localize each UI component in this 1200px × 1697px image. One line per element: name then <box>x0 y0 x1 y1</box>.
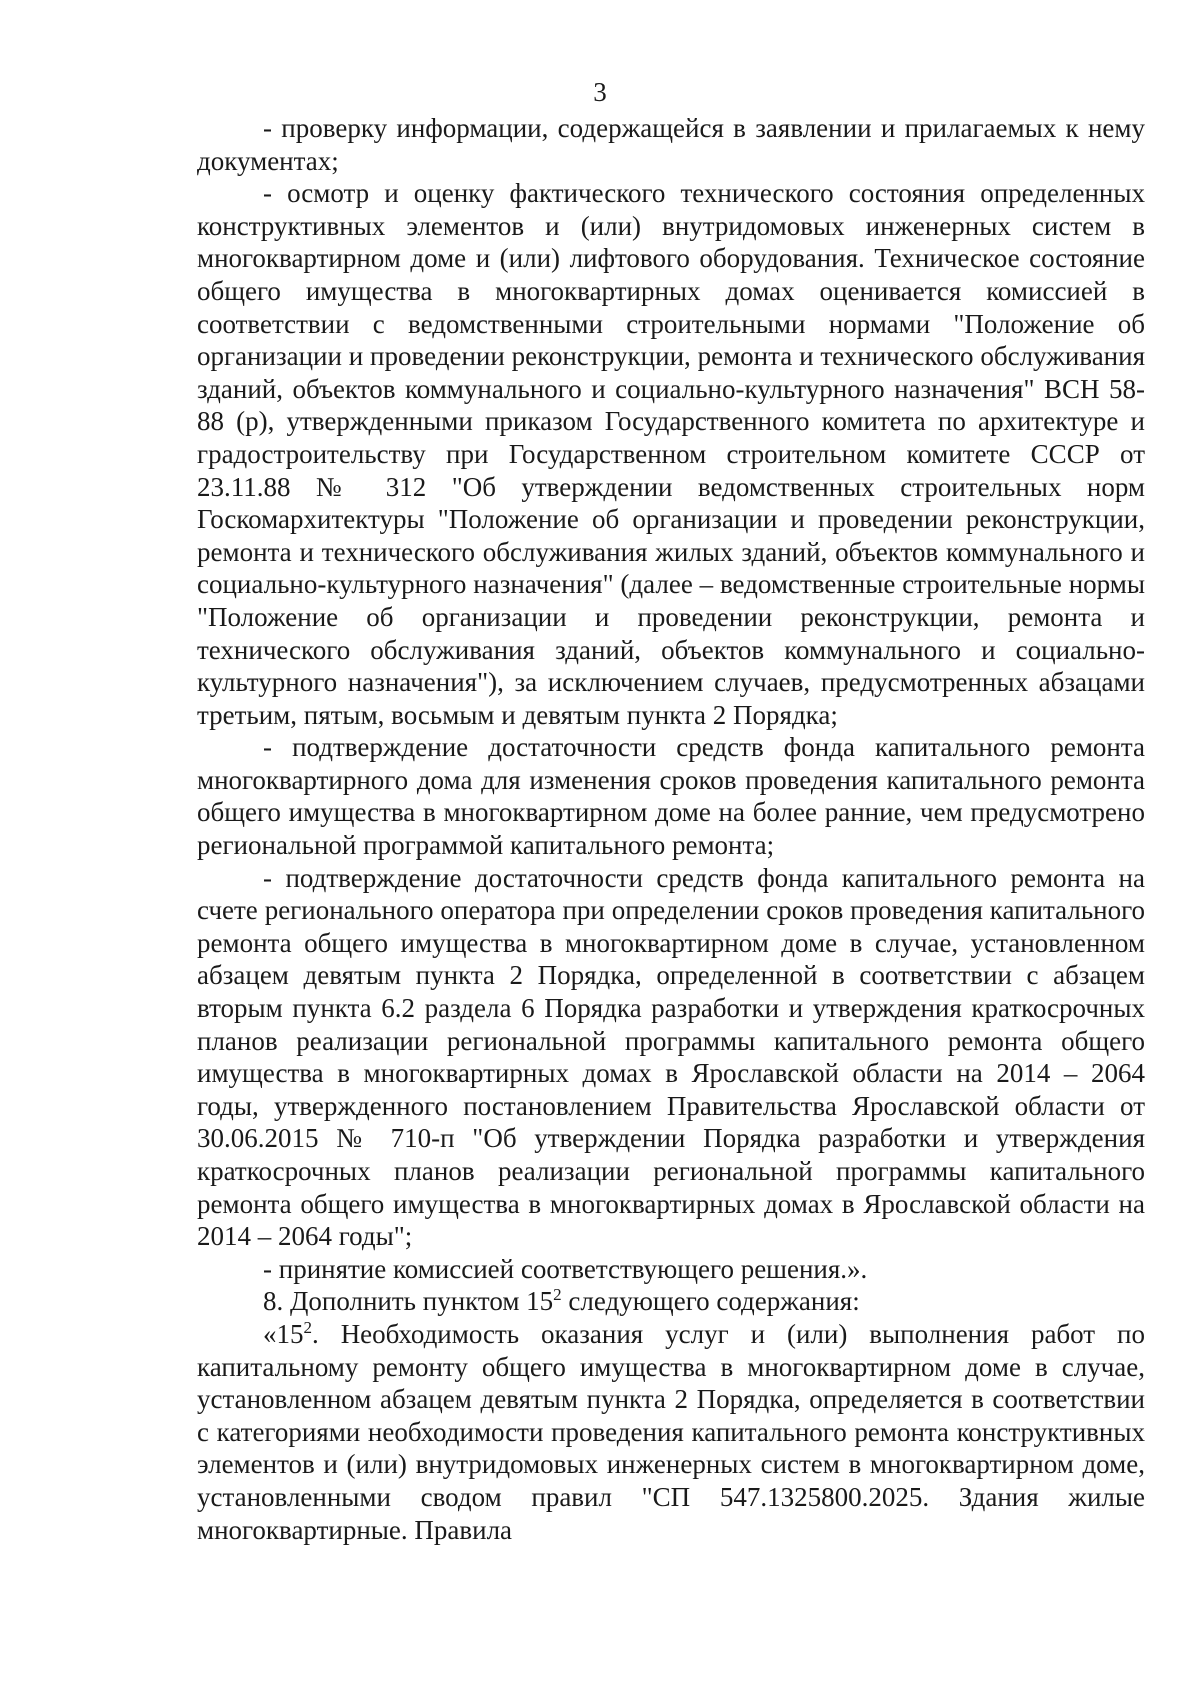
quote-superscript: 2 <box>303 1317 312 1337</box>
paragraph-info-check: - проверку информации, содержащейся в заявлении и прилагаемых к нему документах; <box>197 113 1145 176</box>
paragraph-inspection: - осмотр и оценку фактического технического состояния определенных конструктивных элементов и (или) внутридомовых инженерных систем в многоквартирном доме и (или) лифтового оборудования. Техническое состояние общего имущества в многоквартирных домах оценивается комиссией в соответствии с ведомственными строительными нормами "Положение об организации и проведении реконструкции, ремонта и технического обслуживания зданий, объектов коммунального и социально-культурного назначения" ВСН 58-88 (р), утвержденными приказом Государственного комитета по архитектуре и градостроительству при Государственном строительном комитете СССР от 23.11.88 № 312 "Об утверждении ведомственных строительных норм Госкомархитектуры "Положение об организации и проведении реконструкции, ремонта и технического обслуживания жилых зданий, объектов коммунального и социально-культурного назначения" (далее – ведомственные строительные нормы "Положение об организации и проведении реконструкции, ремонта и технического обслуживания зданий, объектов коммунального и социально-культурного назначения"), за исключением случаев, предусмотренных абзацами третьим, пятым, восьмым и девятым пункта 2 Порядка; <box>197 178 1145 730</box>
item8-superscript: 2 <box>553 1285 562 1305</box>
paragraph-point-15-2 <box>197 1318 1145 1546</box>
paragraph-fund-sufficiency: - подтверждение достаточности средств фонда капитального ремонта многоквартирного дома для изменения сроков проведения капитального ремонта общего имущества в многоквартирном доме на более ранние, чем предусмотрено региональной программой капитального ремонта; <box>197 732 1145 861</box>
item8-prefix: 8. Дополнить пунктом 15 <box>263 1286 554 1317</box>
item8-suffix: следующего содержания: <box>561 1286 860 1317</box>
quote-text: . Необходимость оказания услуг и (или) выполнения работ по капитальному ремонту общего имущества в многоквартирном доме в случае, установленном абзацем девятым пункта 2 Порядка, определяется в соответствии с категориями необходимости проведения капитального ремонта конструктивных элементов и (или) внутридомовых инженерных систем в многоквартирном доме, установленными сводом правил "СП 547.1325800.2025. Здания жилые многоквартирные. Правила <box>197 1318 1145 1545</box>
paragraph-regional-operator: - подтверждение достаточности средств фонда капитального ремонта на счете регионального оператора при определении сроков проведения капитального ремонта общего имущества в многоквартирном доме в случае, установленном абзацем девятым пункта 2 Порядка, определенной в соответствии с абзацем вторым пункта 6.2 раздела 6 Порядка разработки и утверждения краткосрочных планов реализации региональной программы капитального ремонта общего имущества в многоквартирных домах в Ярославской области на 2014 – 2064 годы, утвержденного постановлением Правительства Ярославской области от 30.06.2015 № 710-п "Об утверждении Порядка разработки и утверждения краткосрочных планов реализации региональной программы капитального ремонта общего имущества в многоквартирных домах в Ярославской области на 2014 – 2064 годы"; <box>197 862 1145 1252</box>
page-number: 3 <box>593 77 607 107</box>
document-body <box>197 112 1145 1546</box>
paragraph-item-8 <box>197 1285 1145 1318</box>
paragraph-commission-decision: - принятие комиссией соответствующего решения.». <box>263 1253 868 1284</box>
quote-prefix: «15 <box>263 1318 304 1349</box>
